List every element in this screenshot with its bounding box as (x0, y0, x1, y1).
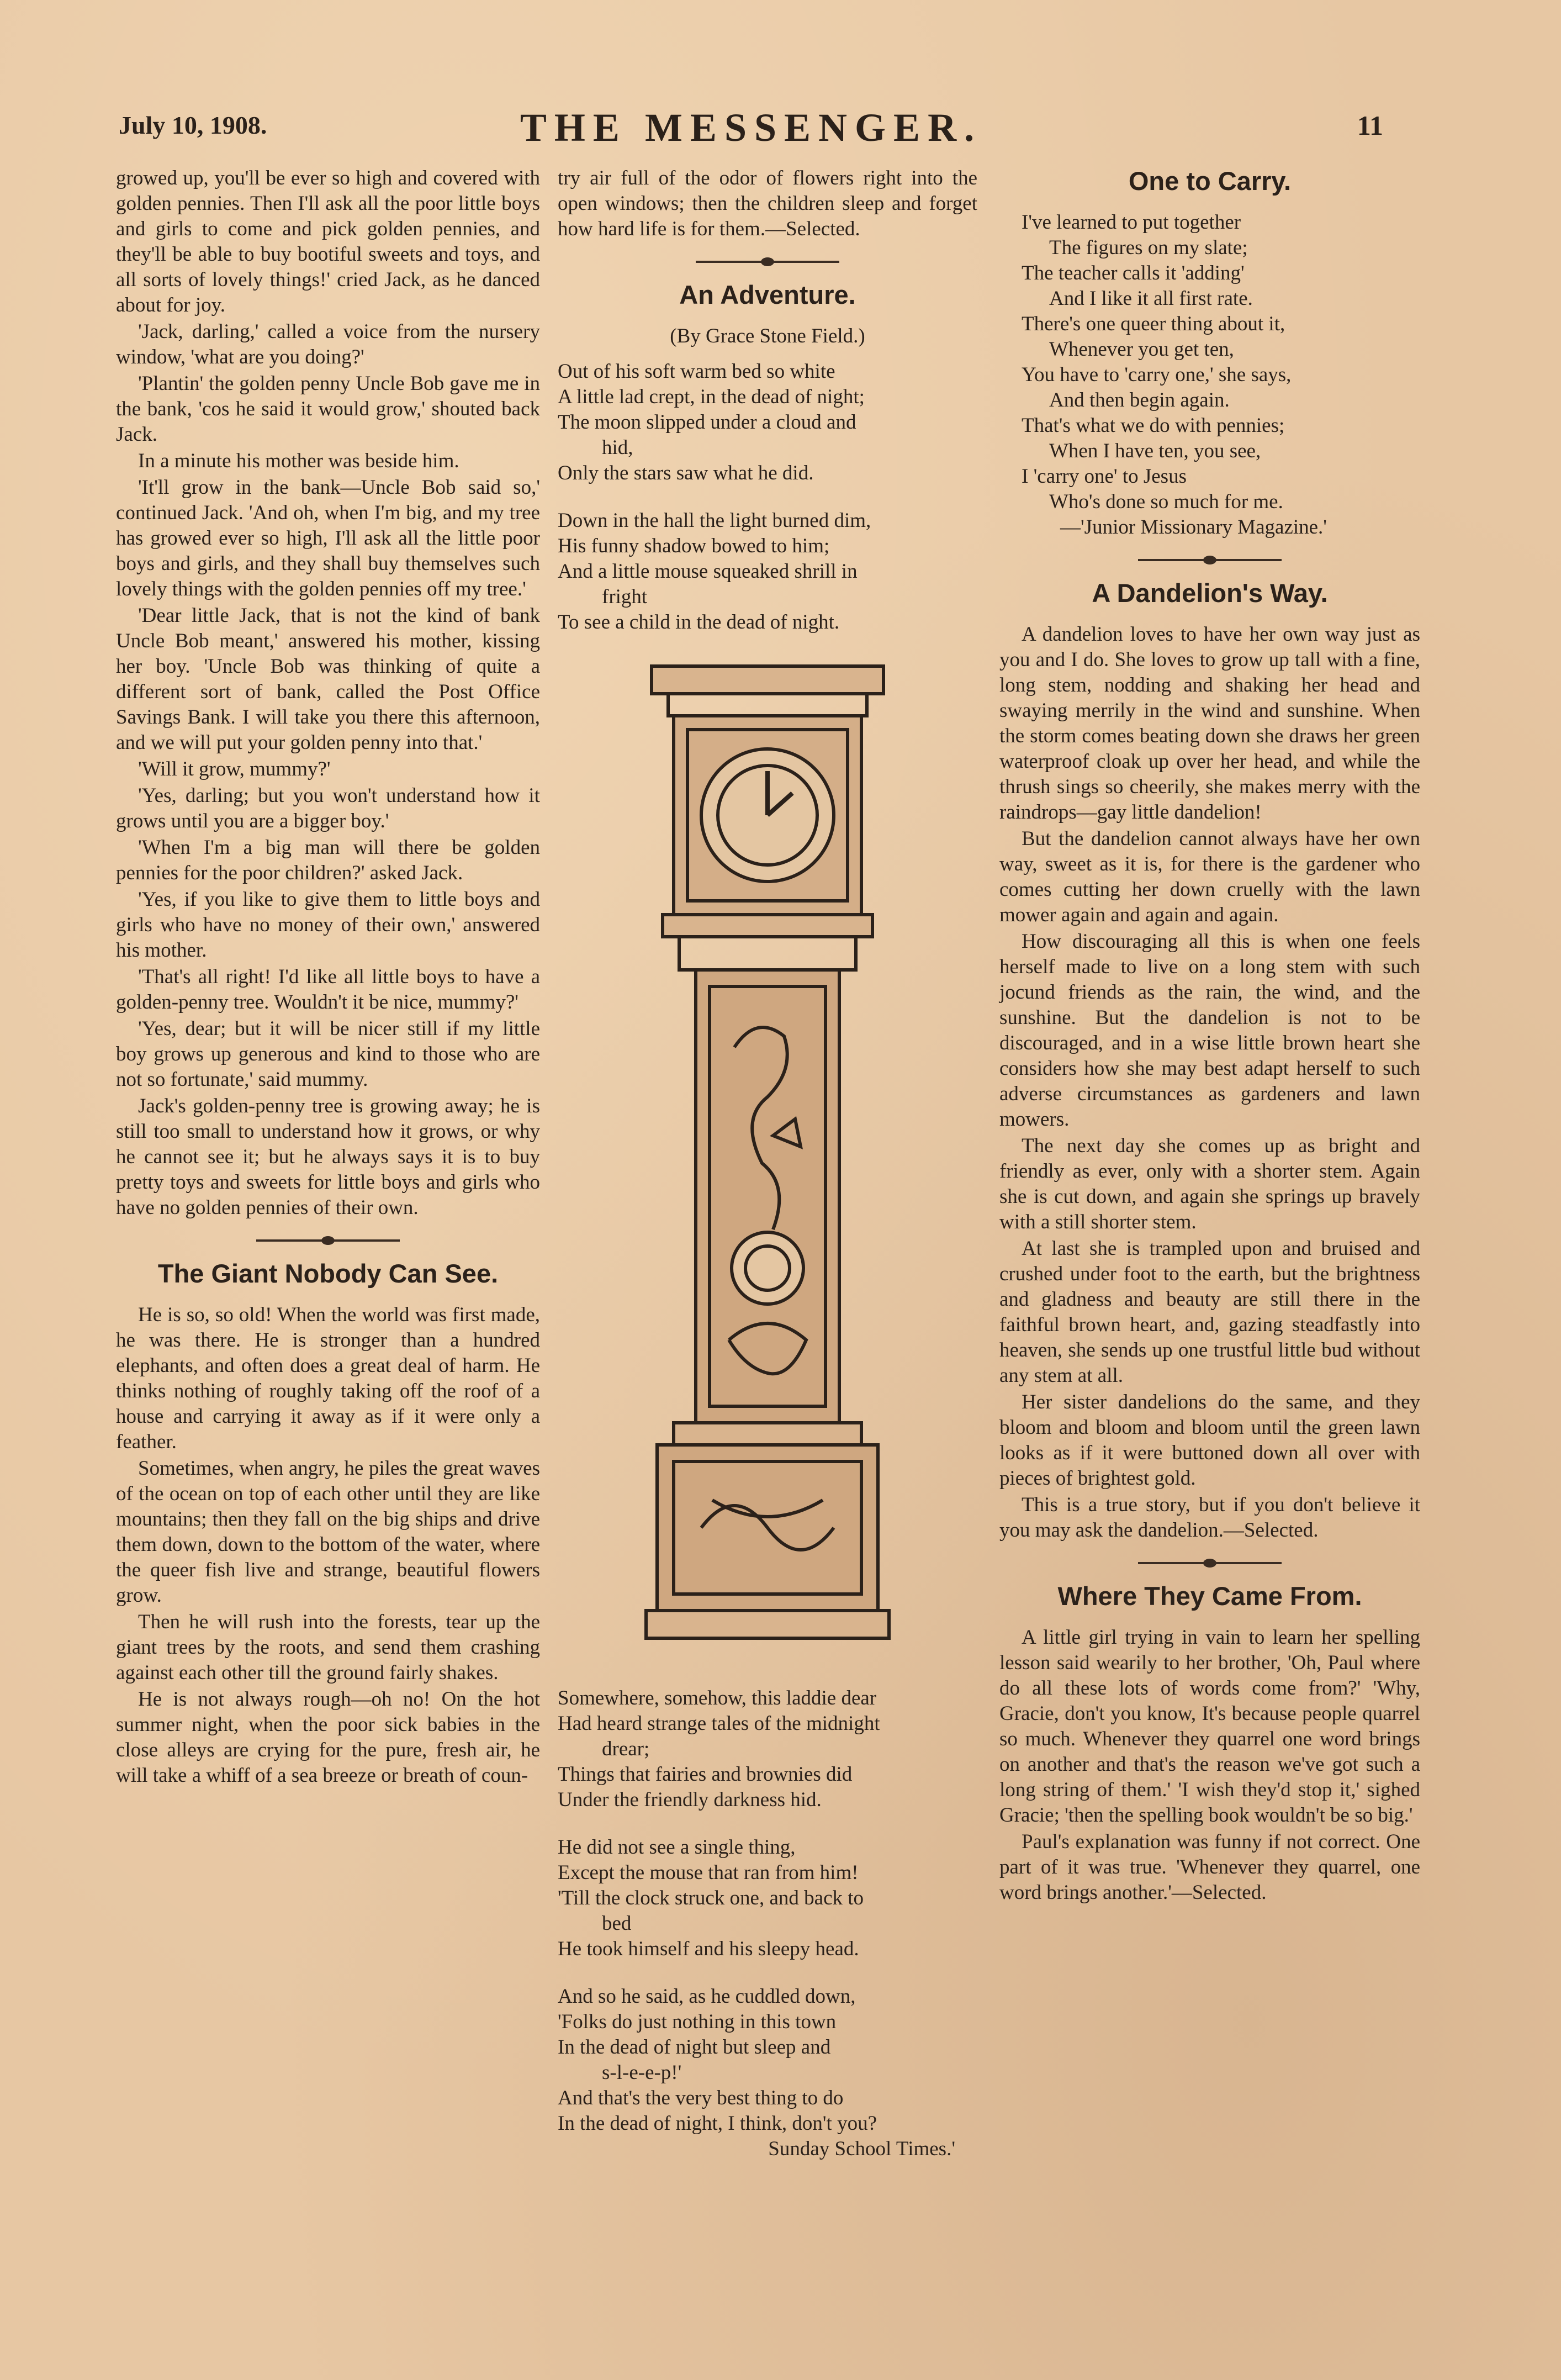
section-divider (1138, 1562, 1282, 1564)
poem-stanza (558, 359, 977, 486)
paragraph: 'Jack, darling,' called a voice from the nursery window, 'what are you doing?' (116, 320, 540, 368)
poem-line: And I like it all first rate. (1049, 287, 1253, 310)
poem-line: I've learned to put together (1022, 211, 1241, 234)
paragraph: Paul's explanation was funny if not correct. One part of it was true. 'Whenever they quarrel, one word brings another.'—Selected. (999, 1830, 1420, 1904)
paragraph: Then he will rush into the forests, tear up the giant trees by the roots, and send them crashing against each other till the ground fairly shakes. (116, 1611, 540, 1684)
article-title-giant: The Giant Nobody Can See. (157, 1259, 499, 1288)
paragraph: A dandelion loves to have her own way just as you and I do. She loves to grow up tall with a fine, long stem, nodding and shaking her head and swaying merrily in the wind and sunshine. When the storm comes beating down she draws her green waterproof cloak up over her head, and while the thrush sings so cheerily, she makes merry with the raindrops—gay little dandelion! (999, 623, 1420, 824)
poem-line: bed (602, 1912, 632, 1935)
article-title-adventure: An Adventure. (679, 280, 856, 309)
poem-line: To see a child in the dead of night. (558, 611, 840, 634)
article-title-dandelion: A Dandelion's Way. (1092, 578, 1328, 608)
paragraph: 'Will it grow, mummy?' (138, 758, 331, 780)
paragraph: But the dandelion cannot always have her own way, sweet as it is, for there is the gardener who comes cutting her down cruelly with the lawn mower again and again and again. (999, 827, 1420, 926)
poem-line: The teacher calls it 'adding' (1022, 262, 1245, 284)
poem-line: Somewhere, somehow, this laddie dear (558, 1687, 877, 1709)
poem-line: 'Till the clock struck one, and back to (558, 1887, 864, 1909)
paragraph: 'Yes, darling; but you won't understand how it grows until you are a bigger boy.' (116, 784, 540, 832)
poem-line: Who's done so much for me. (1049, 490, 1283, 513)
paragraph: The next day she comes up as bright and friendly as ever, only with a shorter stem. Again she is cut down, and again she springs up bravely with a still shorter stem. (999, 1134, 1420, 1233)
poem-line: Under the friendly darkness hid. (558, 1788, 822, 1811)
poem-line: You have to 'carry one,' she says, (1022, 363, 1292, 386)
poem-line: Only the stars saw what he did. (558, 462, 814, 484)
poem-stanza (558, 508, 977, 635)
poem-line: And then begin again. (1049, 389, 1230, 411)
attribution: —'Junior Missionary Magazine.' (1060, 516, 1327, 539)
poem-line: He did not see a single thing, (558, 1836, 796, 1859)
issue-date: July 10, 1908. (119, 111, 267, 139)
section-divider (1138, 559, 1282, 561)
paragraph: Jack's golden-penny tree is growing away; he is still too small to understand how it grows, or why he cannot see it; but he always says it is to buy pretty toys and sweets for little boys and girls who have no golden pennies of their own. (116, 1095, 540, 1219)
poem-stanza (558, 1984, 977, 2162)
paragraph: He is so, so old! When the world was first made, he was there. He is stronger than a hundred elephants, and often does a great deal of harm. He thinks nothing of roughly taking off the roof of a house and carrying it away as if it were only a feather. (116, 1304, 540, 1453)
page-number: 11 (1357, 110, 1383, 141)
poem-line: When I have ten, you see, (1049, 440, 1261, 462)
paragraph: How discouraging all this is when one feels herself made to live on a long stem with such jocund friends as the rain, the wind, and the sunshine. But the dandelion is not to be discouraged, and in a wise little brown heart she considers how she may best adapt herself to such adverse circumstances as gardeners and lawn mowers. (999, 930, 1420, 1131)
paragraph: In a minute his mother was beside him. (138, 450, 459, 472)
article-title-carry: One to Carry. (1128, 166, 1292, 196)
poem-line: drear; (602, 1738, 650, 1760)
page-header (119, 105, 1383, 149)
poem-line: Except the mouse that ran from him! (558, 1861, 859, 1884)
column-right (999, 166, 1420, 1907)
poem-line: He took himself and his sleepy head. (558, 1938, 859, 1960)
poem-line: His funny shadow bowed to him; (558, 535, 830, 557)
poem-line: fright (602, 585, 648, 608)
poem-stanza (558, 1686, 977, 1813)
paragraph: Her sister dandelions do the same, and they bloom and bloom and bloom until the green lawn looks as if it were buttoned down all over with pieces of brightest gold. (999, 1391, 1420, 1490)
paragraph: A little girl trying in vain to learn her spelling lesson said wearily to her brother, 'Oh, Paul where do all these lots of words come from?' 'Why, Gracie, don't you know, It's because people quarrel so much. Whenever they quarrel one word brings on another and that's the reason we've got such a long string of them.' 'I wish they'd stop it,' sighed Gracie; 'then the spelling book wouldn't be so big.' (999, 1626, 1420, 1827)
section-divider (256, 1239, 400, 1242)
paragraph: try air full of the odor of flowers right into the open windows; then the children sleep and forget how hard life is for them.—Selected. (558, 167, 977, 240)
paragraph: At last she is trampled upon and bruised and crushed under foot to the earth, but the brightness and gladness and beauty are still there in the faithful brown heart, and, gazing steadfastly into heaven, she sends up one trustful little bud without any stem at all. (999, 1237, 1420, 1387)
paragraph: 'Plantin' the golden penny Uncle Bob gave me in the bank, 'cos he said it would grow,' shouted back Jack. (116, 372, 540, 446)
paragraph: He is not always rough—oh no! On the hot summer night, when the poor sick babies in the close alleys are crying for the pure, fresh air, he will take a whiff of a sea breeze or breath of coun- (116, 1688, 540, 1787)
poem-line: There's one queer thing about it, (1022, 313, 1285, 335)
poem-line: Whenever you get ten, (1049, 338, 1234, 361)
grandfather-clock-illustration (635, 661, 900, 1655)
poem-line: A little lad crept, in the dead of night; (558, 386, 865, 408)
paragraph: 'Dear little Jack, that is not the kind of bank Uncle Bob meant,' answered his mother, kissing her boy. 'Uncle Bob was thinking of quite a different sort of bank, called the Post Office Savings Bank. I will take you there this afternoon, and we will put your golden penny into that.' (116, 604, 540, 754)
poem-line: In the dead of night, I think, don't you? (558, 2112, 877, 2135)
paragraph: 'Yes, if you like to give them to little boys and girls who have no money of their own,' answered his mother. (116, 888, 540, 962)
paragraph: 'It'll grow in the bank—Uncle Bob said so,' continued Jack. 'And oh, when I'm big, and my tree has growed ever so high, I'll ask all the little poor boys and girls, and they shall buy themselves such lovely things with the golden pennies off my tree.' (116, 476, 540, 600)
section-divider (696, 261, 839, 263)
attribution: Sunday School Times.' (768, 2138, 955, 2160)
paragraph: 'When I'm a big man will there be golden pennies for the poor children?' asked Jack. (116, 836, 540, 884)
poem-line: Had heard strange tales of the midnight (558, 1712, 880, 1735)
poem-line: 'Folks do just nothing in this town (558, 2010, 837, 2033)
poem-line: Things that fairies and brownies did (558, 1763, 853, 1786)
byline: (By Grace Stone Field.) (670, 325, 865, 347)
paragraph: 'Yes, dear; but it will be nicer still if my little boy grows up generous and kind to those who are not so fortunate,' said mummy. (116, 1017, 540, 1091)
poem-line: And so he said, as he cuddled down, (558, 1985, 856, 2008)
poem-line: The moon slipped under a cloud and (558, 411, 856, 434)
story-jack (116, 166, 540, 1221)
paragraph: This is a true story, but if you don't believe it you may ask the dandelion.—Selected. (999, 1494, 1420, 1542)
paragraph: growed up, you'll be ever so high and covered with golden pennies. Then I'll ask all the poor little boys and girls to come and pick golden pennies, and they'll be able to buy bootiful sweets and toys, and all sorts of lovely things!' cried Jack, as he danced about for joy. (116, 167, 540, 316)
column-left (116, 166, 540, 1790)
poem-line: That's what we do with pennies; (1022, 414, 1285, 437)
poem-line: In the dead of night but sleep and (558, 2036, 831, 2059)
poem-line: Down in the hall the light burned dim, (558, 509, 871, 532)
column-middle (558, 166, 977, 2184)
poem-one-to-carry (999, 210, 1420, 540)
poem-line: The figures on my slate; (1049, 236, 1248, 259)
poem-stanza (558, 1835, 977, 1962)
article-title-where: Where They Came From. (1057, 1581, 1362, 1611)
paragraph: Sometimes, when angry, he piles the great waves of the ocean on top of each other until they are like mountains; then they fall on the big ships and drive them down, down to the bottom of the water, where the queer fish live and strange, beautiful flowers grow. (116, 1457, 540, 1607)
poem-line: And that's the very best thing to do (558, 2087, 844, 2109)
masthead-title: THE MESSENGER. (520, 105, 982, 150)
poem-line: hid, (602, 436, 633, 459)
poem-line: I 'carry one' to Jesus (1022, 465, 1187, 488)
poem-line: And a little mouse squeaked shrill in (558, 560, 858, 583)
paragraph: 'That's all right! I'd like all little boys to have a golden-penny tree. Wouldn't it be nice, mummy?' (116, 965, 540, 1014)
poem-line: s-l-e-e-p!' (602, 2061, 682, 2084)
poem-line: Out of his soft warm bed so white (558, 360, 835, 383)
